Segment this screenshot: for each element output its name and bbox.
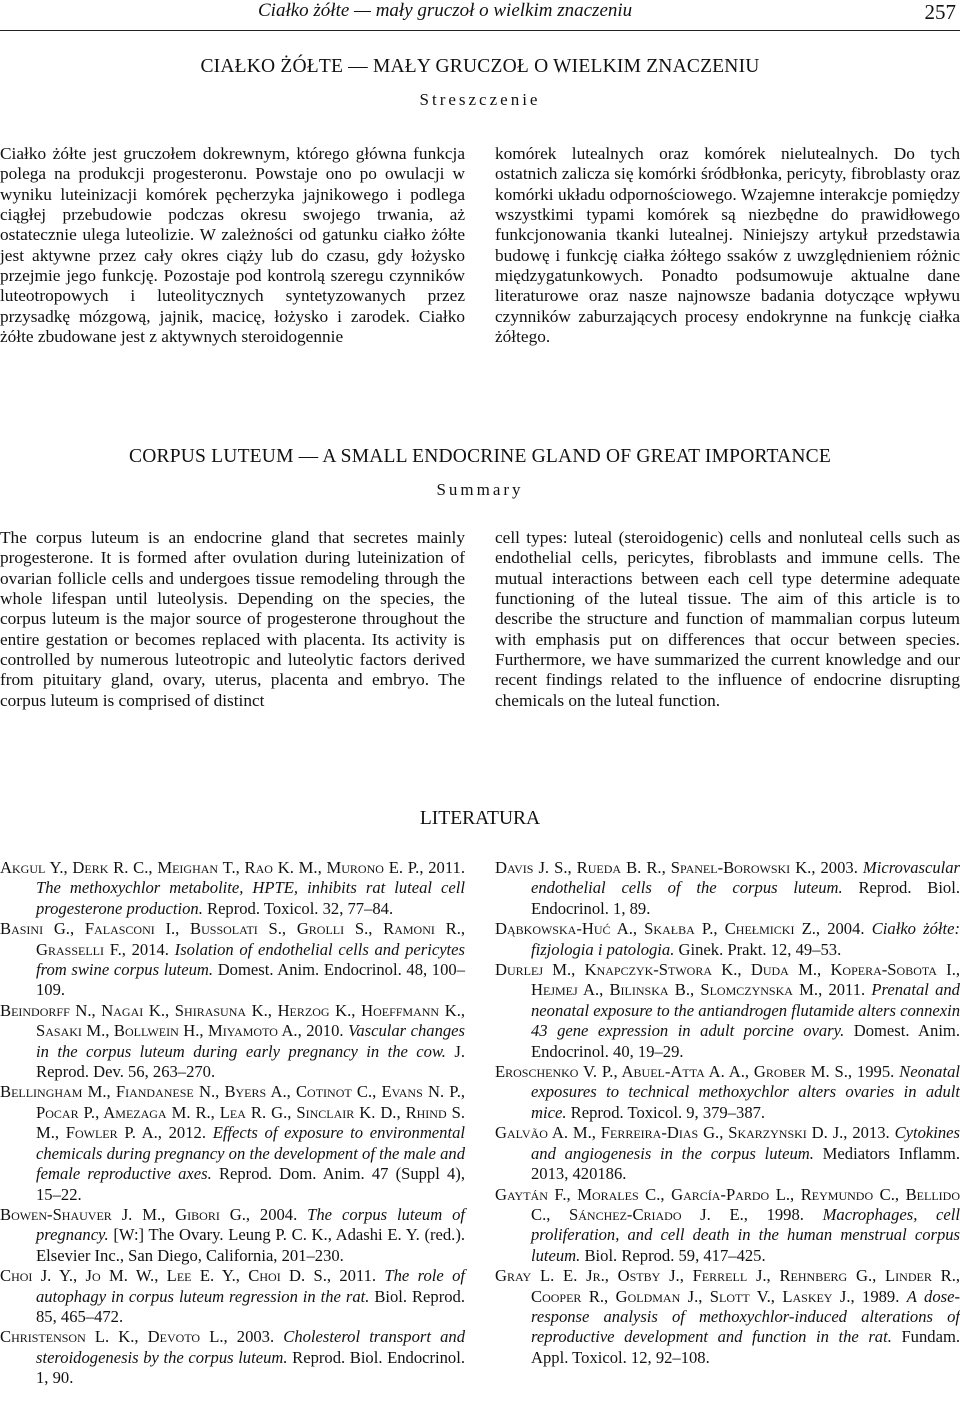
reference-title: The role of autophagy in corpus luteum regression in the rat. <box>36 1266 465 1306</box>
reference-source: Domest. Anim. Endocrinol. 40, 19–29. <box>531 1021 960 1061</box>
reference-title: Isolation of endothelial cells and pericytes from swine corpus luteum. <box>36 939 465 980</box>
reference-source: Biol. Reprod. 85, 465–472. <box>36 1286 465 1326</box>
reference-entry <box>495 960 960 1062</box>
reference-authors: Durlej M., Knapczyk-Stwora K., Duda M., Koperα-Sobota I., Hejmej A., Bilinska B., Slomczynska M., 2011. <box>495 960 960 1000</box>
reference-source: Fundam. Appl. Toxicol. 12, 92–108. <box>531 1327 960 1367</box>
reference-source: [W:] The Ovary. Leung P. C. K., Adashi E. Y. (red.). Elsevier Inc., San Diego, California, 201–230. <box>36 1225 465 1265</box>
reference-source: Mediators Inflamm. 2013, 420186. <box>531 1143 960 1184</box>
reference-entry <box>495 1266 960 1368</box>
reference-title: Vascular changes in the corpus luteum during early pregnancy in the cow. <box>36 1021 466 1061</box>
reference-source: Reprod. Biol. Endocrinol. 1, 89. <box>531 878 960 918</box>
reference-entry <box>495 858 960 919</box>
reference-entry <box>0 1205 465 1266</box>
reference-entry <box>0 1001 465 1083</box>
literature-heading: LITERATURA <box>419 808 541 829</box>
reference-title: Macrophages, cell proliferation, and cell death in the human menstrual corpus luteum. <box>531 1204 960 1265</box>
reference-authors: Gaytán F., Morales C., García-Pardo L., Reymundo C., Bellido C., Sánchez-Criado J. E., 1998. <box>495 1184 960 1224</box>
reference-source: Domest. Anim. Endocrinol. 48, 100–109. <box>36 960 465 1000</box>
reference-title: Prenatal and neonatal exposure to the antiandrogen flutamide alters connexin 43 gene expression in adult porcine ovary. <box>531 980 960 1041</box>
reference-title: Ciałko żółte: fizjologia i patologia. <box>531 919 960 959</box>
reference-source: Reprod. Toxicol. 32, 77–84. <box>207 898 394 918</box>
reference-entry <box>0 919 465 1001</box>
reference-entry <box>0 858 465 919</box>
reference-authors: Choi J. Y., Jo M. W., Lee E. Y., Choi D. S., 2011. <box>0 1266 377 1286</box>
reference-source: Biol. Reprod. 59, 417–425. <box>584 1245 766 1265</box>
reference-entry <box>495 1185 960 1267</box>
reference-authors: Akgul Y., Derk R. C., Meighan T., Rao K. M., Murono E. P., 2011. <box>0 858 465 877</box>
references-left-column <box>0 858 465 1389</box>
page-number: 257 <box>924 0 956 24</box>
reference-entry <box>0 1266 465 1327</box>
english-abstract-text-2: cell types: luteal (steroidogenic) cells and nonluteal cells such as endothelial cells, pericytes, fibroblasts and immune cells. The mutual interactions between each cell type determine adequate functioning of the luteal tissue. The aim of this article is to describe the structure and function of mammalian corpus luteum with emphasis put on differences that occur between species. Furthermore, we have summarized the current knowledge and our recent findings related to the influence of endocrine disrupting chemicals on the luteal function. <box>495 528 960 710</box>
reference-authors: Beindorff N., Nagai K., Shirasuna K., Herzog K., Hoeffmann K., Sasaki M., Bollwein H., Miyamoto A., 2010. <box>0 1000 465 1041</box>
reference-title: Cytokines and angiogenesis in the corpus luteum. <box>531 1123 960 1163</box>
reference-authors: Basini G., Falasconi I., Bussolati S., Grolli S., Ramoni R., Grasselli F., 2014. <box>0 919 465 959</box>
reference-authors: Davis J. S., Rueda B. R., Spanel-Borowski K., 2003. <box>495 858 858 877</box>
reference-title: Cholesterol transport and steroidogenesis by the corpus luteum. <box>36 1327 465 1367</box>
reference-source: Reprod. Dom. Anim. 47 (Suppl 4), 15–22. <box>36 1164 465 1204</box>
reference-title: Microvascular endothelial cells of the corpus luteum. <box>531 858 960 898</box>
reference-authors: Dąbkowska-Huć A., Skałba P., Chełmicki Z., 2004. <box>495 919 865 939</box>
running-title: Ciałko żółte — mały gruczoł o wielkim znaczeniu <box>258 0 633 21</box>
reference-title: Effects of exposure to environmental chemicals during pregnancy on the development of the male and female reproductive axes. <box>36 1123 465 1184</box>
references-right-column <box>495 858 960 1368</box>
reference-source: Reprod. Biol. Endocrinol. 1, 90. <box>36 1347 465 1388</box>
reference-entry <box>495 919 960 960</box>
english-abstract-col1 <box>0 528 465 711</box>
english-abstract-col2 <box>495 528 960 711</box>
reference-title: A dose-response analysis of methoxychlor-induced alterations of reproductive development and function in the rat. <box>531 1286 960 1347</box>
polish-abstract-col1 <box>0 144 465 347</box>
reference-source: Reprod. Toxicol. 9, 379–387. <box>570 1102 766 1122</box>
polish-title: CIAŁKO ŻÓŁTE — MAŁY GRUCZOŁ O WIELKIM ZNACZENIU <box>200 56 760 77</box>
english-abstract-text-1: The corpus luteum is an endocrine gland that secretes mainly progesterone. It is formed after ovulation during luteinization of ovarian follicle cells and undergoes tissue remodeling through the whole lifespan until luteolysis. Depending on the species, the corpus luteum is the major source of progesterone throughout the entire gestation or becomes replaced with placenta. Its activity is controlled by numerous luteotropic and luteolytic factors derived from pituitary gland, ovary, uterus, placenta and embryo. The corpus luteum is comprised of distinct <box>0 528 465 710</box>
polish-abstract-col2 <box>495 144 960 347</box>
polish-abstract-text-1: Ciałko żółte jest gruczołem dokrewnym, którego główna funkcja polega na produkcji progesteronu. Powstaje ono po owulacji w wyniku luteinizacji komórek pęcherzyka jajnikowego i podlega ciągłej przebudowie podczas okresu swojego trwania, aż ostatecznie ulega luteolizie. W zależności od gatunku ciałko żółte jest aktywne przez cały okres ciąży lub do czasu, gdy łożysko przejmie jego funkcję. Pozostaje pod kontrolą szeregu czynników luteotropowych i luteolitycznych syntetyzowanych przez przysadkę mózgową, jajnik, macicę, łożysko i zarodek. Ciałko żółte zbudowane jest z aktywnych steroidogennie <box>0 144 465 347</box>
english-subtitle: Summary <box>436 480 524 499</box>
running-header <box>0 0 960 31</box>
reference-authors: Galvão A. M., Ferreira-Dias G., Skarzynski D. J., 2013. <box>495 1123 890 1143</box>
reference-authors: Bowen-Shauver J. M., Gibori G., 2004. <box>0 1204 298 1224</box>
reference-entry <box>495 1123 960 1184</box>
reference-title: The methoxychlor metabolite, HPTE, inhibits rat luteal cell progesterone production. <box>36 878 465 918</box>
reference-authors: Eroschenko V. P., Abuel-Atta A. A., Grober M. S., 1995. <box>495 1062 895 1082</box>
english-title: CORPUS LUTEUM — A SMALL ENDOCRINE GLAND OF GREAT IMPORTANCE <box>129 446 831 467</box>
reference-source: J. Reprod. Dev. 56, 263–270. <box>36 1041 465 1082</box>
reference-entry <box>0 1327 465 1388</box>
reference-title: The corpus luteum of pregnancy. <box>36 1204 465 1245</box>
reference-authors: Christenson L. K., Devoto L., 2003. <box>0 1327 275 1347</box>
reference-source: Ginek. Prakt. 12, 49–53. <box>678 939 842 959</box>
reference-entry <box>0 1082 465 1204</box>
reference-authors: Bellingham M., Fiandanese N., Byers A., Cotinot C., Evans N. P., Pocar P., Amezaga M. R., Lea R. G., Sinclair K. D., Rhind S. M., Fowler P. A., 2012. <box>0 1082 465 1143</box>
reference-authors: Gray L. E. Jr., Ostby J., Ferrell J., Rehnberg G., Linder R., Cooper R., Goldman J., Slott V., Laskey J., 1989. <box>495 1266 960 1306</box>
polish-subtitle: Streszczenie <box>419 90 541 109</box>
reference-title: Neonatal exposures to technical methoxychlor alters ovaries in adult mice. <box>531 1062 960 1122</box>
reference-entry <box>495 1062 960 1123</box>
polish-abstract-text-2: komórek lutealnych oraz komórek nielutealnych. Do tych ostatnich zalicza się komórki śródbłonka, pericyty, fibroblasty oraz komórki układu odpornościowego. Wzajemne interakcje pomiędzy wszystkimi typami komórek są niezbędne do prawidłowego funkcjonowania tkanki lutealnej. Niniejszy artykuł przedstawia budowę i funkcję ciałka żółtego ssaków z uwzględnieniem różnic międzygatunkowych. Ponadto podsumowuje aktualne dane literaturowe oraz nasze najnowsze badania dotyczące wpływu czynników zaburzających procesy endokrynne na funkcję ciałka żółtego. <box>495 144 960 347</box>
